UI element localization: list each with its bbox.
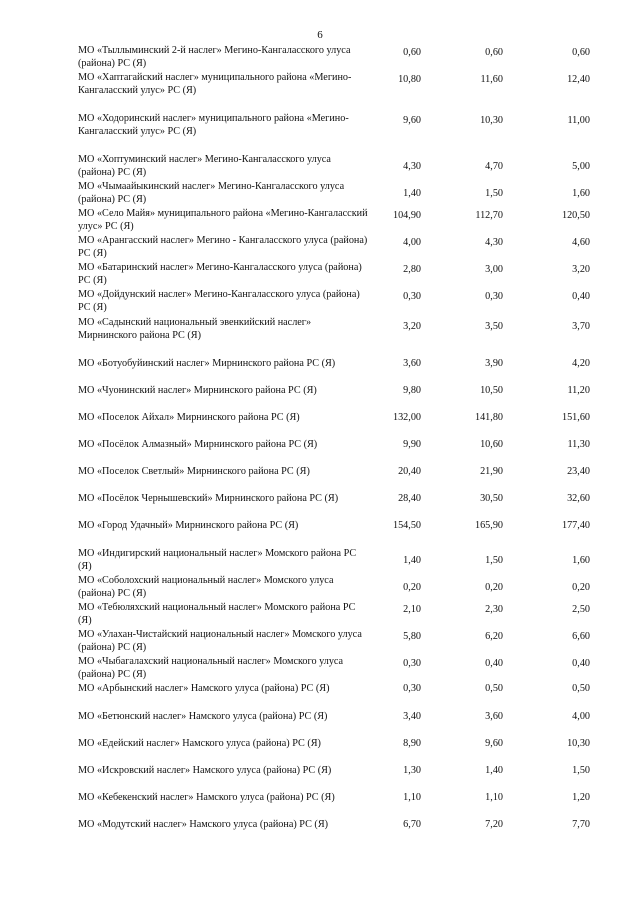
value-v3: 4,60 xyxy=(572,237,590,248)
municipality-name: МО «Батаринский наслег» Мегино-Кангаласского улуса (района) РС (Я) xyxy=(78,262,362,286)
value-v3: 3,70 xyxy=(572,321,590,332)
value-v2: 0,40 xyxy=(485,658,503,669)
value-v3: 23,40 xyxy=(567,466,590,477)
municipality-name: МО «Кебекенский наслег» Намского улуса (района) РС (Я) xyxy=(78,792,335,803)
value-v1: 1,40 xyxy=(403,555,421,566)
value-v2: 3,00 xyxy=(485,264,503,275)
value-v1: 6,70 xyxy=(403,819,421,830)
value-v3: 11,30 xyxy=(567,439,590,450)
value-v1: 20,40 xyxy=(398,466,421,477)
municipality-name: МО «Соболохский национальный наслег» Момского улуса (района) РС (Я) xyxy=(78,575,334,599)
value-v3: 10,30 xyxy=(567,738,590,749)
value-v2: 1,40 xyxy=(485,765,503,776)
value-v3: 151,60 xyxy=(561,412,590,423)
municipality-name: МО «Индигирский национальный наслег» Момского района РС (Я) xyxy=(78,548,357,572)
value-v2: 2,30 xyxy=(485,604,503,615)
municipality-name: МО «Хоптуминский наслег» Мегино-Кангаласского улуса (района) РС (Я) xyxy=(78,154,331,178)
value-v3: 0,60 xyxy=(572,47,590,58)
value-v1: 154,50 xyxy=(392,520,421,531)
value-v2: 11,60 xyxy=(480,74,503,85)
value-v3: 120,50 xyxy=(561,210,590,221)
value-v2: 0,20 xyxy=(485,582,503,593)
municipality-name: МО «Искровский наслег» Намского улуса (района) РС (Я) xyxy=(78,765,332,776)
value-v1: 5,80 xyxy=(403,631,421,642)
value-v1: 2,10 xyxy=(403,604,421,615)
value-v2: 4,30 xyxy=(485,237,503,248)
value-v2: 141,80 xyxy=(474,412,503,423)
value-v3: 1,60 xyxy=(572,555,590,566)
value-v3: 6,60 xyxy=(572,631,590,642)
value-v2: 7,20 xyxy=(485,819,503,830)
municipality-name: МО «Модутский наслег» Намского улуса (района) РС (Я) xyxy=(78,819,329,830)
value-v2: 4,70 xyxy=(485,161,503,172)
value-v3: 32,60 xyxy=(567,493,590,504)
municipality-name: МО «Хаптагайский наслег» муниципального района «Мегино-Кангаласский улус» РС (Я) xyxy=(78,72,352,96)
municipality-name: МО «Ботуобуйинский наслег» Мирнинского района РС (Я) xyxy=(78,358,336,369)
value-v3: 11,20 xyxy=(567,385,590,396)
municipality-name: МО «Садынский национальный эвенкийский наслег» Мирнинского района РС (Я) xyxy=(78,317,312,341)
municipality-name: МО «Город Удачный» Мирнинского района РС (Я) xyxy=(78,520,299,531)
value-v1: 1,30 xyxy=(403,765,421,776)
value-v2: 0,30 xyxy=(485,291,503,302)
municipality-name: МО «Чуонинский наслег» Мирнинского района РС (Я) xyxy=(78,385,317,396)
value-v1: 0,30 xyxy=(403,658,421,669)
municipality-name: МО «Едейский наслег» Намского улуса (района) РС (Я) xyxy=(78,738,321,749)
value-v2: 10,30 xyxy=(480,115,503,126)
value-v2: 9,60 xyxy=(485,738,503,749)
value-v1: 0,20 xyxy=(403,582,421,593)
value-v3: 177,40 xyxy=(561,520,590,531)
value-v3: 0,40 xyxy=(572,291,590,302)
value-v2: 10,60 xyxy=(480,439,503,450)
value-v1: 4,30 xyxy=(403,161,421,172)
value-v1: 3,20 xyxy=(403,321,421,332)
value-v3: 12,40 xyxy=(567,74,590,85)
value-v1: 2,80 xyxy=(403,264,421,275)
value-v1: 3,60 xyxy=(403,358,421,369)
municipality-name: МО «Тебюляхский национальный наслег» Момского района РС (Я) xyxy=(78,602,356,626)
value-v2: 165,90 xyxy=(474,520,503,531)
value-v2: 6,20 xyxy=(485,631,503,642)
value-v2: 3,50 xyxy=(485,321,503,332)
municipality-name: МО «Арбынский наслег» Намского улуса (района) РС (Я) xyxy=(78,683,330,694)
value-v2: 3,90 xyxy=(485,358,503,369)
value-v3: 0,40 xyxy=(572,658,590,669)
value-v1: 104,90 xyxy=(392,210,421,221)
value-v1: 28,40 xyxy=(398,493,421,504)
value-v2: 10,50 xyxy=(480,385,503,396)
municipality-name: МО «Ходоринский наслег» муниципального района «Мегино-Кангаласский улус» РС (Я) xyxy=(78,113,349,137)
value-v2: 1,50 xyxy=(485,555,503,566)
municipality-name: МО «Чымаайыкинский наслег» Мегино-Кангаласского улуса (района) РС (Я) xyxy=(78,181,345,205)
value-v1: 3,40 xyxy=(403,711,421,722)
value-v2: 3,60 xyxy=(485,711,503,722)
value-v2: 1,50 xyxy=(485,188,503,199)
value-v1: 0,30 xyxy=(403,683,421,694)
municipality-name: МО «Село Майя» муниципального района «Мегино-Кангаласский улус» РС (Я) xyxy=(78,208,368,232)
municipality-name: МО «Бетюнский наслег» Намского улуса (района) РС (Я) xyxy=(78,711,328,722)
value-v3: 4,20 xyxy=(572,358,590,369)
value-v3: 1,60 xyxy=(572,188,590,199)
value-v2: 1,10 xyxy=(485,792,503,803)
value-v2: 112,70 xyxy=(475,210,503,221)
value-v3: 0,50 xyxy=(572,683,590,694)
value-v3: 7,70 xyxy=(572,819,590,830)
municipality-name: МО «Чыбагалахский национальный наслег» Момского улуса (района) РС (Я) xyxy=(78,656,344,680)
value-v2: 0,50 xyxy=(485,683,503,694)
value-v3: 5,00 xyxy=(572,161,590,172)
value-v1: 1,10 xyxy=(403,792,421,803)
page-number: 6 xyxy=(317,29,323,41)
value-v1: 10,80 xyxy=(398,74,421,85)
value-v1: 9,60 xyxy=(403,115,421,126)
value-v2: 0,60 xyxy=(485,47,503,58)
municipality-name: МО «Посёлок Чернышевский» Мирнинского района РС (Я) xyxy=(78,493,339,504)
municipality-name: МО «Поселок Айхал» Мирнинского района РС (Я) xyxy=(78,412,300,423)
value-v1: 0,30 xyxy=(403,291,421,302)
value-v1: 4,00 xyxy=(403,237,421,248)
value-v1: 132,00 xyxy=(392,412,421,423)
municipality-name: МО «Посёлок Алмазный» Мирнинского района РС (Я) xyxy=(78,439,318,450)
value-v2: 30,50 xyxy=(480,493,503,504)
municipality-name: МО «Улахан-Чистайский национальный наслег» Момского улуса (района) РС (Я) xyxy=(78,629,362,653)
value-v1: 1,40 xyxy=(403,188,421,199)
value-v3: 2,50 xyxy=(572,604,590,615)
municipality-name: МО «Дойдунский наслег» Мегино-Кангаласского улуса (района) РС (Я) xyxy=(78,289,360,313)
municipality-name: МО «Поселок Светлый» Мирнинского района РС (Я) xyxy=(78,466,310,477)
value-v3: 1,20 xyxy=(572,792,590,803)
value-v2: 21,90 xyxy=(480,466,503,477)
value-v1: 9,90 xyxy=(403,439,421,450)
value-v1: 9,80 xyxy=(403,385,421,396)
value-v3: 1,50 xyxy=(572,765,590,776)
municipality-name: МО «Арангасский наслег» Мегино - Кангаласского улуса (района) РС (Я) xyxy=(78,235,368,259)
value-v1: 8,90 xyxy=(403,738,421,749)
value-v3: 3,20 xyxy=(572,264,590,275)
value-v3: 11,00 xyxy=(567,115,590,126)
value-v1: 0,60 xyxy=(403,47,421,58)
value-v3: 4,00 xyxy=(572,711,590,722)
value-v3: 0,20 xyxy=(572,582,590,593)
municipality-name: МО «Тыллыминский 2-й наслег» Мегино-Кангаласского улуса (района) РС (Я) xyxy=(78,45,351,69)
